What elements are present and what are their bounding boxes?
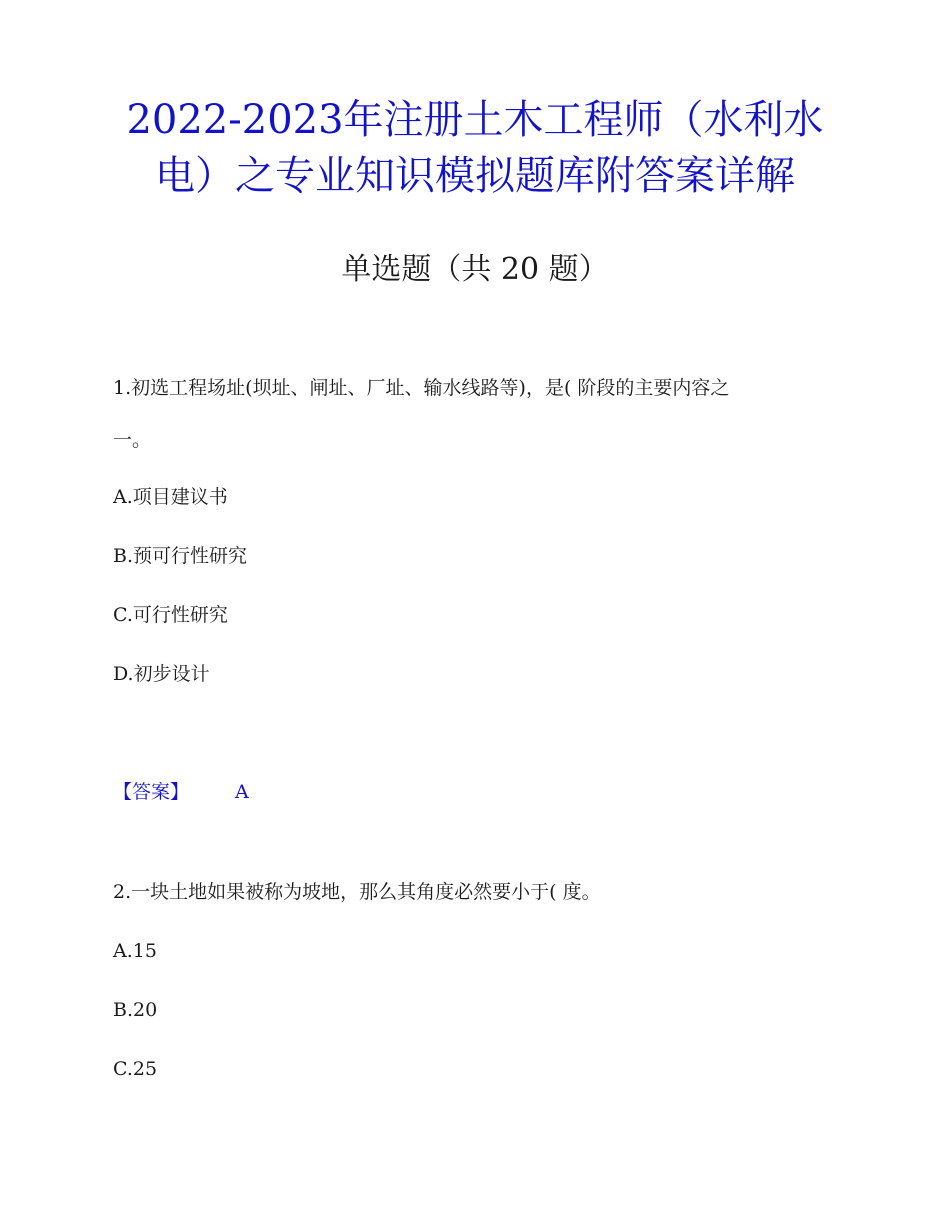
question-1-answer xyxy=(113,778,249,806)
question-1-option-a: A.项目建议书 xyxy=(113,486,228,508)
document-title-line-2: 电）之专业知识模拟题库附答案详解 xyxy=(155,153,795,199)
question-2-option-b: B.20 xyxy=(113,999,158,1021)
question-2-option-a: A.15 xyxy=(113,940,157,962)
question-1-option-c: C.可行性研究 xyxy=(113,604,228,626)
answer-label: 【答案】 xyxy=(113,781,190,803)
question-2-stem-line-1: 2.一块土地如果被称为坡地，那么其角度必然要小于( 度。 xyxy=(113,881,601,903)
question-1-option-b: B.预可行性研究 xyxy=(113,545,248,567)
question-1-option-d: D.初步设计 xyxy=(113,663,210,685)
answer-value: A xyxy=(235,781,249,803)
section-heading: 单选题（共 20 题） xyxy=(341,252,609,287)
question-1-stem-line-1: 1.初选工程场址(坝址、闸址、厂址、输水线路等)，是( 阶段的主要内容之 xyxy=(113,377,730,399)
document-title xyxy=(60,92,890,204)
question-1-stem-line-2: 一。 xyxy=(113,429,152,451)
document-title-line-1: 2022-2023年注册土木工程师（水利水 xyxy=(126,97,824,143)
question-2-option-c: C.25 xyxy=(113,1058,158,1080)
